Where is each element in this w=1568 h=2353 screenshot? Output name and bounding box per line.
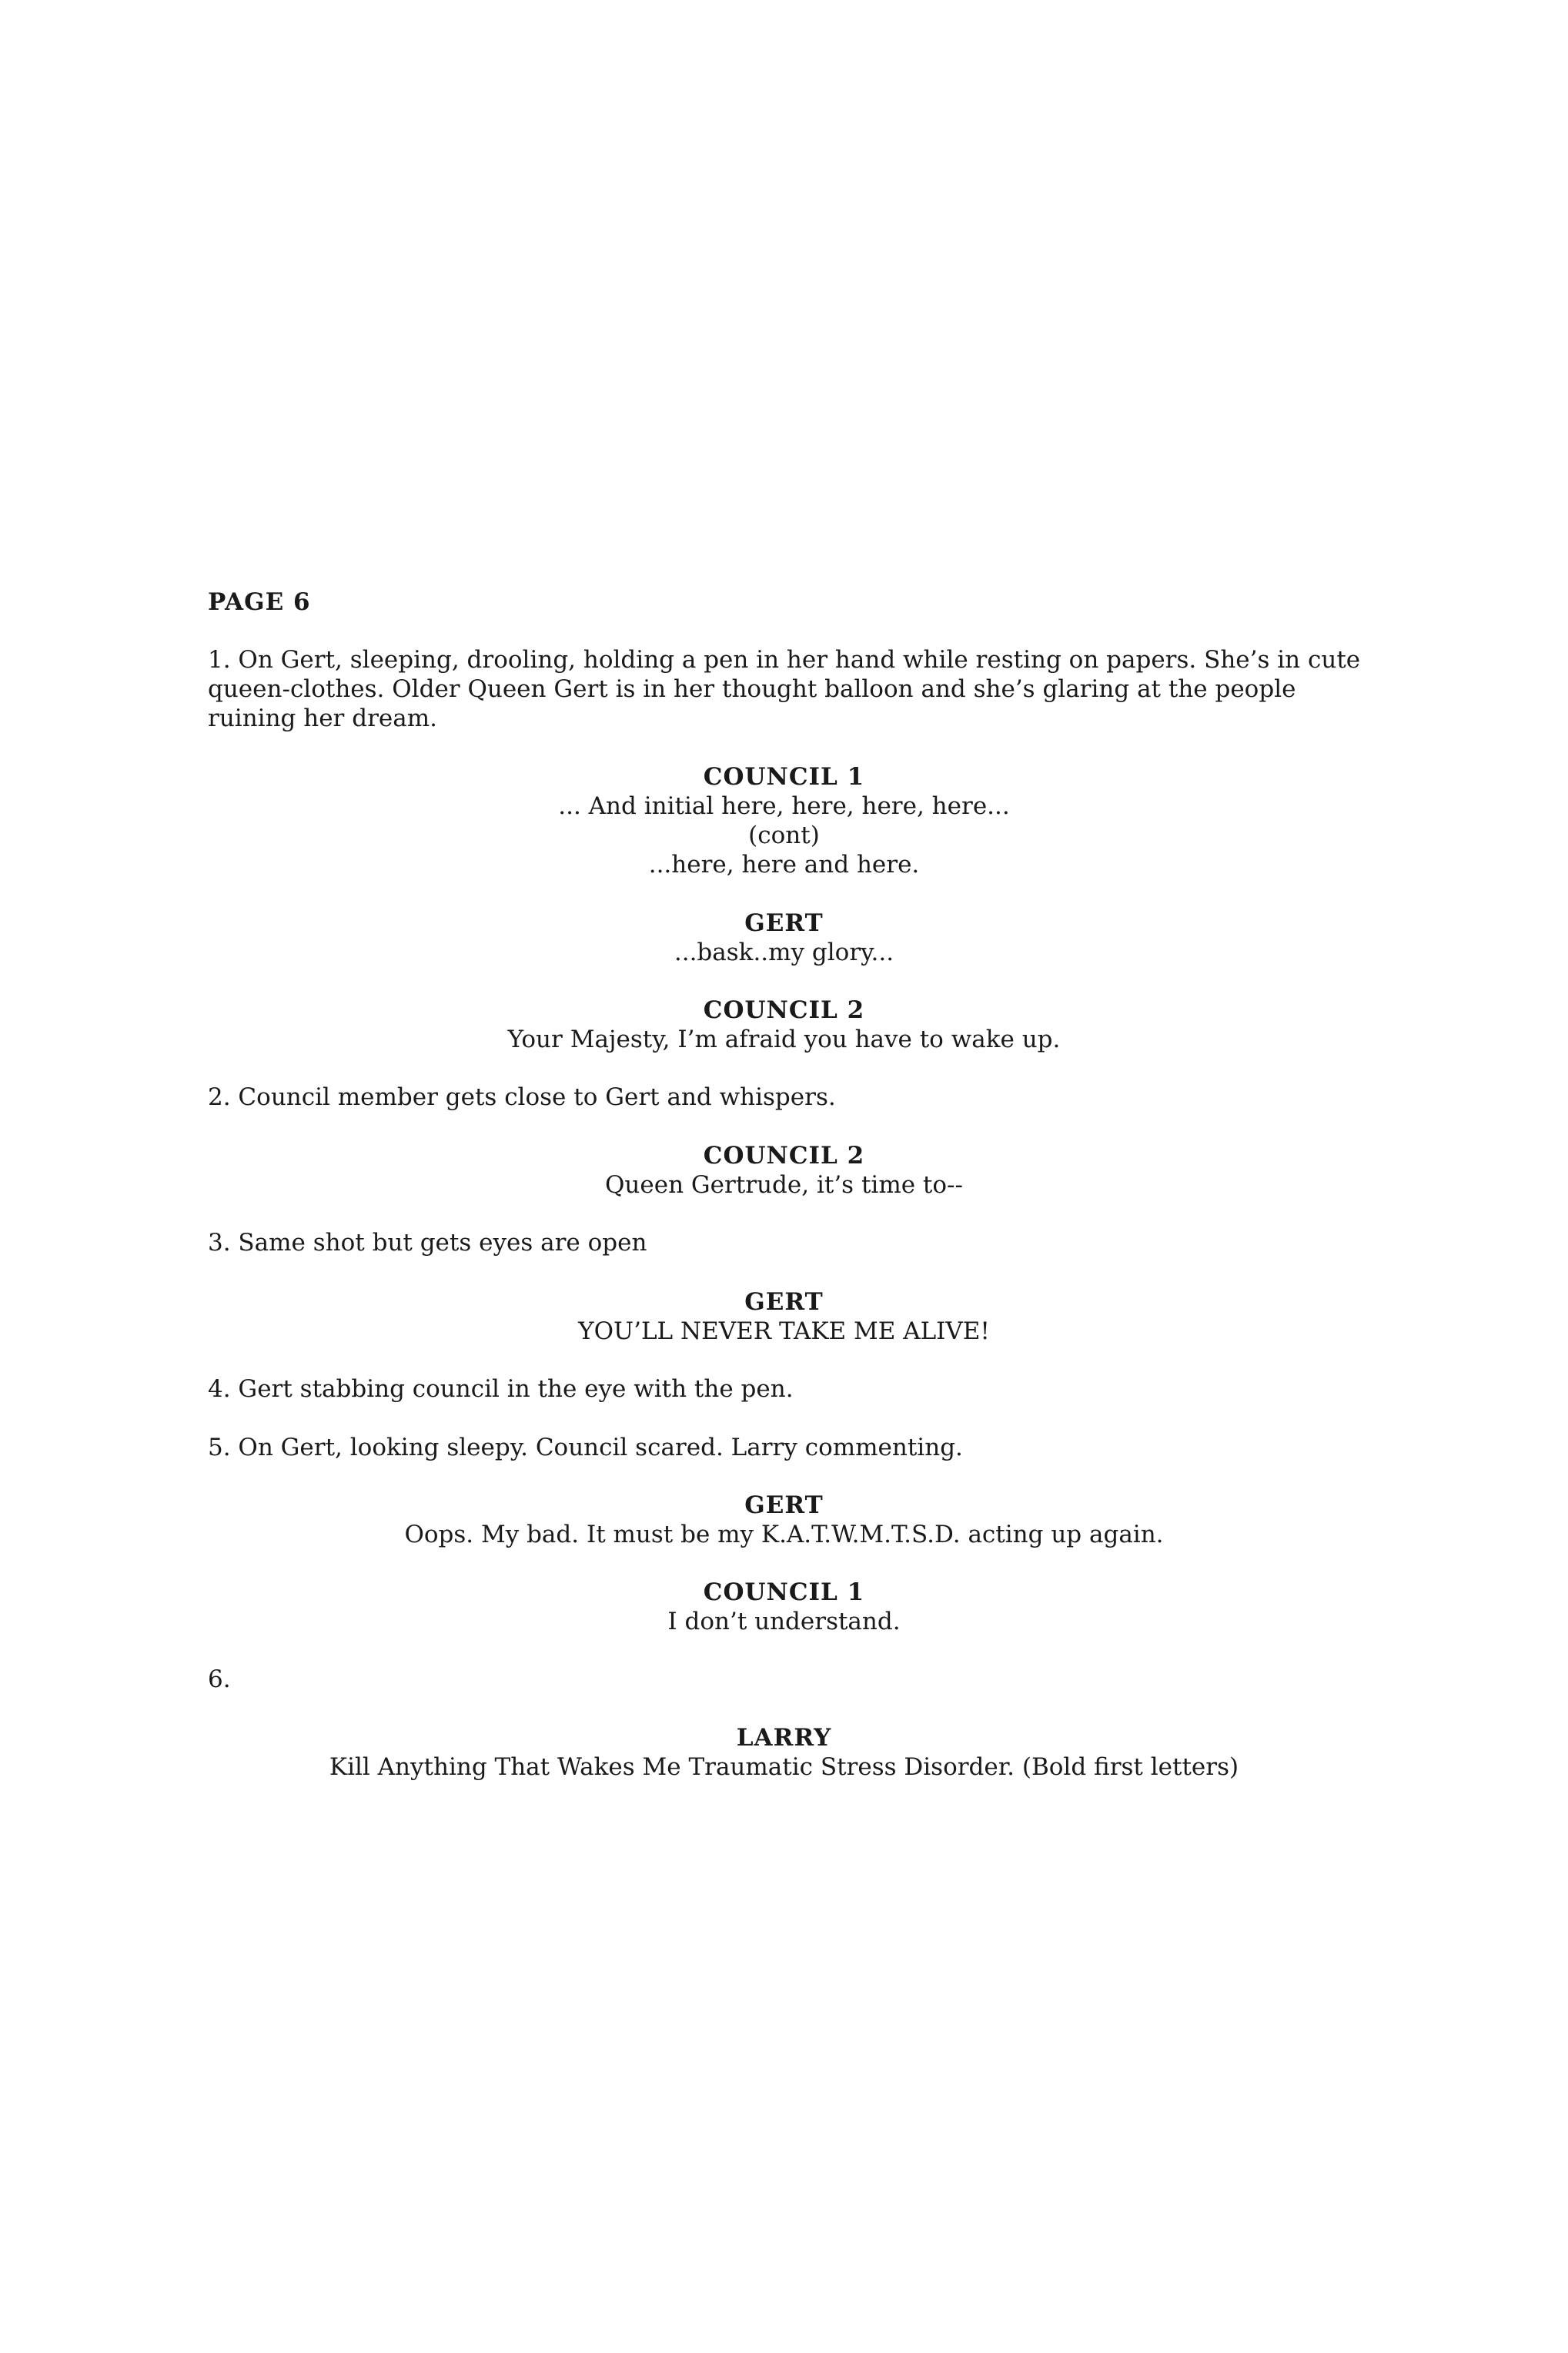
speaker-council-2: COUNCIL 2 <box>703 1142 865 1170</box>
panel-6-description: 6. <box>208 1665 231 1693</box>
panel-4-description: 4. Gert stabbing council in the eye with the pen. <box>208 1375 794 1403</box>
speaker-gert: GERT <box>744 909 824 937</box>
speaker-council-2: COUNCIL 2 <box>703 996 865 1024</box>
speaker-council-1: COUNCIL 1 <box>703 1578 865 1606</box>
panel-3-description: 3. Same shot but gets eyes are open <box>208 1229 647 1257</box>
panel-5-description: 5. On Gert, looking sleepy. Council scared. Larry commenting. <box>208 1434 963 1461</box>
dialogue-line: Your Majesty, I’m afraid you have to wake up. <box>507 1026 1061 1053</box>
dialogue-line: ...bask..my glory... <box>674 939 894 966</box>
dialogue-line: Queen Gertrude, it’s time to-- <box>605 1171 963 1199</box>
dialogue-parenthetical: (cont) <box>748 822 820 849</box>
dialogue-line: YOU’LL NEVER TAKE ME ALIVE! <box>578 1317 990 1345</box>
speaker-gert: GERT <box>744 1288 824 1316</box>
page-title: PAGE 6 <box>208 588 311 616</box>
speaker-larry: LARRY <box>736 1724 832 1752</box>
panel-1-description: 1. On Gert, sleeping, drooling, holding a pen in her hand while resting on papers. She’s in cute queen-clothes. Older Queen Gert is in her thought balloon and she’s glaring at the people ruining her dream. <box>208 646 1361 732</box>
dialogue-line: Oops. My bad. It must be my K.A.T.W.M.T.S.D. acting up again. <box>404 1521 1164 1548</box>
speaker-gert: GERT <box>744 1491 824 1519</box>
dialogue-line: Kill Anything That Wakes Me Traumatic Stress Disorder. (Bold first letters) <box>329 1753 1239 1781</box>
panel-2-description: 2. Council member gets close to Gert and whispers. <box>208 1083 836 1111</box>
dialogue-line: ...here, here and here. <box>648 851 920 879</box>
dialogue-line: ... And initial here, here, here, here... <box>558 792 1010 820</box>
speaker-council-1: COUNCIL 1 <box>703 763 865 791</box>
dialogue-line: I don’t understand. <box>667 1608 901 1635</box>
